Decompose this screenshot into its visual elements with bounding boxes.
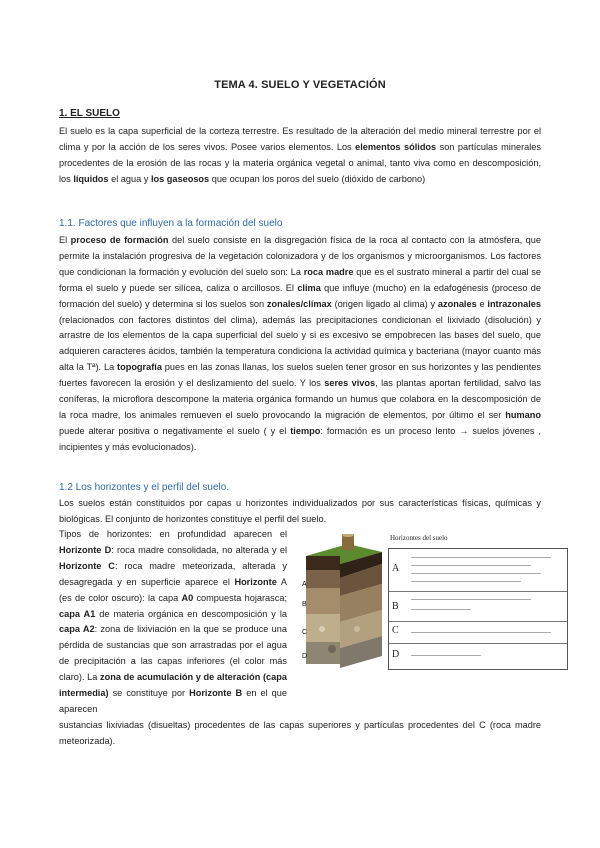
paragraph-factores: El proceso de formación del suelo consiste en la disgregación física de la roca al contacto con la atmósfera, que permite la instalación progresiva de la vegetación colonizadora y de los organismos y microorganismos. Los factores que condicionan la formación y evolución del suelo son: La roca madre que es el sustrato mineral a partir del cual se forma el suelo y puede ser silícea, caliza o arcillosos. El clima que influye (mucho) en la edafogénesis (proceso de formación del suelo) y determina si los suelos son zonales/clímax (origen ligado al clima) y azonales e intrazonales (relacionados con factores distintos del clima), además las precipitaciones condicionan el lixiviado (disolución) y arrastre de los elementos de la capa superficial del suelo y si es excesivo se empobrecen las bases del suelo, que adquieren caracteres ácidos, también la temperatura condiciona la actividad química y bacteriana (mayor cuanto más alta la Tª). La topografía pues en las zonas llanas, los suelos suelen tener grosor en sus horizontes y las pendientes fuertes favorecen la erosión y el deslizamiento del suelo. Y los seres vivos, las plantas aportan fertilidad, salvo las coníferas, la microflora descompone la materia orgánica formando un humus que colabora en la descomposición de la roca madre, los animales remueven el suelo provocando la migración de elementos, por último el ser humano puede alterar positiva o negativamente el suelo ( y el tiempo: formación es un proceso lento → suelos jóvenes , incipientes y más evolucionados). [59, 235, 542, 452]
paragraph-horizontes-final: sustancias lixiviadas (disueltas) procedentes de las capas superiores y partículas procedentes del C (roca madre meteorizada). [59, 720, 541, 746]
svg-text:A: A [302, 581, 307, 588]
horizons-table-title: Horizontes del suelo [390, 534, 448, 542]
soil-profile-illustration [302, 534, 384, 668]
svg-text:C: C [302, 629, 308, 636]
paragraph-horizontes-tipos: Tipos de horizontes: en profundidad aparecen el Horizonte D: roca madre consolidada, no alterada y el Horizonte C: roca madre meteorizada, alterada y desagregada y en superficie aparece el Horizonte A (es de color oscuro): la capa A0 compuesta hojarasca; capa A1 de materia orgánica en descomposición y la capa A2: zona de lixiviación en la que se produce una pérdida de sustancias que son arrastradas por el agua de precipitación a las capas inferiores (el color más claro). La zona de acumulación y de alteración (capa intermedia) se constituye por Horizonte B en el que aparecen [59, 529, 288, 714]
paragraph-el-suelo: El suelo es la capa superficial de la corteza terrestre. Es resultado de la alteración del medio mineral terrestre por el clima y por la acción de los seres vivos. Posee varios elementos. Los elementos sólidos son partículas minerales procedentes de la erosión de las rocas y la materia orgánica vegetal o animal, tanto viva como en descomposición, los líquidos el agua y los gaseosos que ocupan los poros del suelo (dióxido de carbono) [59, 126, 541, 184]
section-heading-horizontes: 1.2 Los horizontes y el perfil del suelo. [59, 482, 230, 493]
horizon-row-a: A [389, 549, 567, 592]
section-heading-el-suelo: 1. EL SUELO [59, 108, 120, 119]
section-heading-factores: 1.1. Factores que influyen a la formación del suelo [59, 218, 283, 229]
svg-text:B: B [302, 601, 307, 608]
horizon-row-d: D [389, 643, 567, 669]
svg-text:D: D [302, 653, 308, 660]
horizon-row-c: C [389, 621, 567, 644]
horizons-table [388, 548, 568, 670]
soil-profile-figure [296, 528, 572, 674]
horizon-row-b: B [389, 591, 567, 622]
page-title: TEMA 4. SUELO Y VEGETACIÓN [214, 79, 386, 91]
paragraph-horizontes-intro: Los suelos están constituidos por capas u horizontes individualizados por sus características físicas, químicas y biológicas. El conjunto de horizontes constituye el perfil del suelo. [59, 498, 541, 524]
